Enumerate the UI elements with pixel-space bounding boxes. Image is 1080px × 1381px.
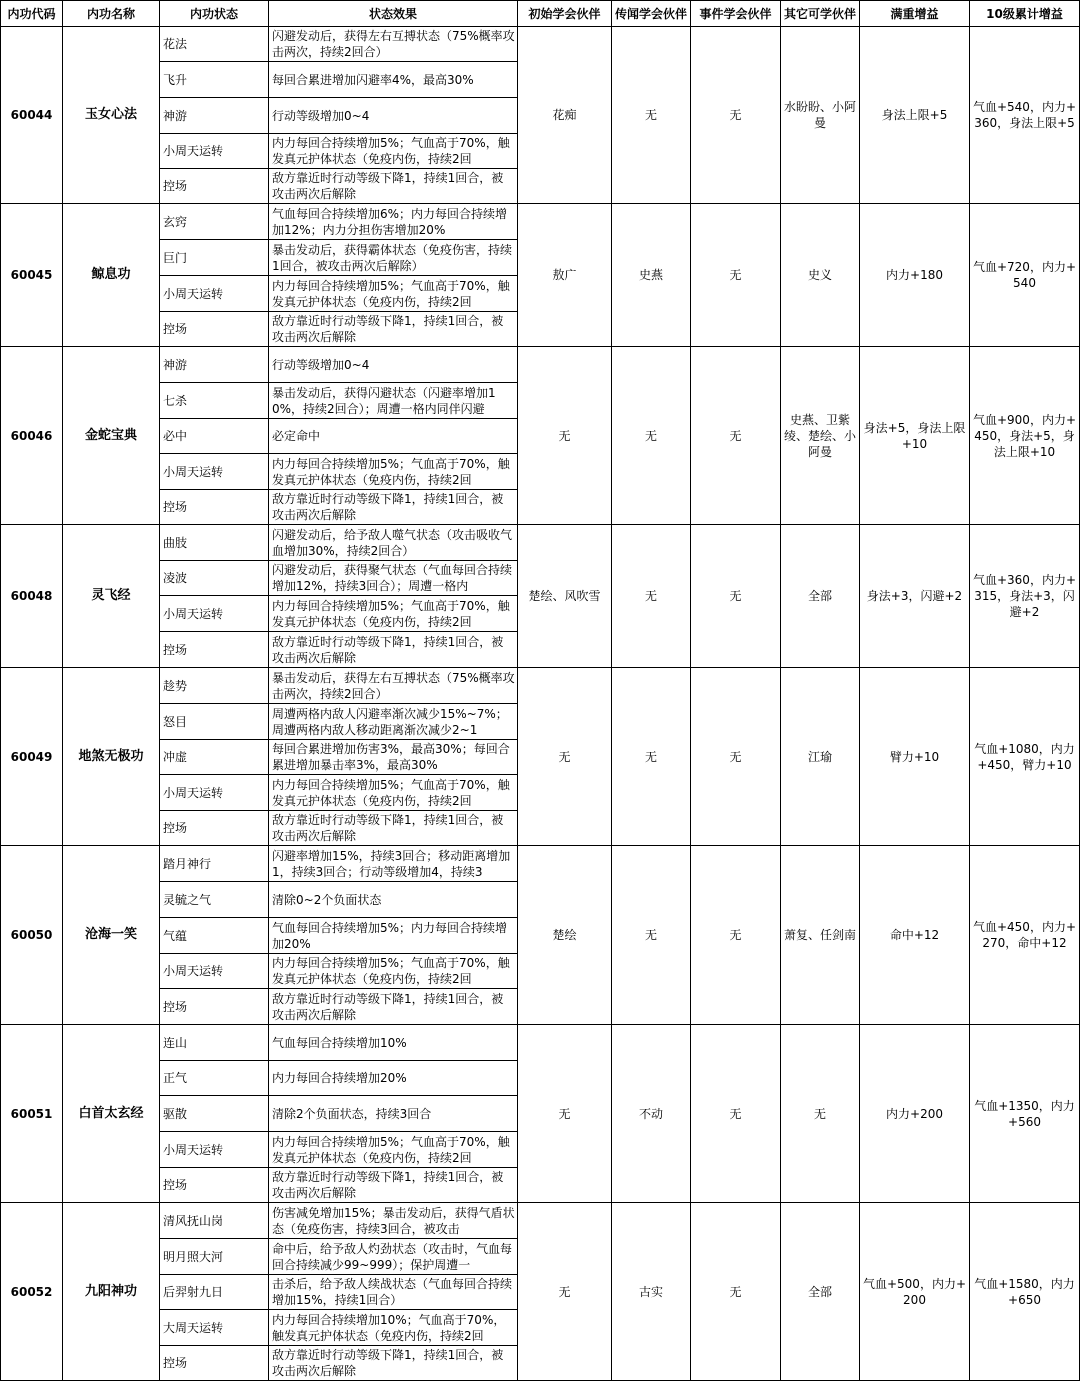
state-effect xyxy=(269,918,518,954)
state-effect xyxy=(269,740,518,775)
state-name: 控场 xyxy=(160,312,269,347)
state-effect-text: 气血每回合持续增加10% xyxy=(272,1035,407,1050)
rumor-partner: 无 xyxy=(612,846,691,1025)
table-row xyxy=(1,347,1080,383)
skill-code: 60052 xyxy=(1,1203,63,1381)
state-effect xyxy=(269,561,518,596)
state-name: 控场 xyxy=(160,632,269,668)
other-partner: 全部 xyxy=(781,525,860,668)
skill-code: 60045 xyxy=(1,204,63,347)
rumor-partner: 史燕 xyxy=(612,204,691,347)
lv10-bonus: 气血+360，内力+315，身法+3，闪避+2 xyxy=(970,525,1080,668)
state-effect xyxy=(269,204,518,240)
state-name: 控场 xyxy=(160,989,269,1025)
state-effect-text: 伤害减免增加15%；暴击发动后，获得气盾状态（免疫伤害，持续3回合，被攻击 xyxy=(272,1205,515,1236)
lv10-bonus: 气血+450，内力+270，命中+12 xyxy=(970,846,1080,1025)
state-effect-text: 周遭两格内敌人闪避率渐次减少15%~7%；周遭两格内敌人移动距离渐次减少2~1 xyxy=(272,706,508,737)
state-effect-text: 气血每回合持续增加5%；内力每回合持续增加20% xyxy=(272,920,508,951)
state-name: 小周天运转 xyxy=(160,1132,269,1168)
state-effect-text: 敌方靠近时行动等级下降1，持续1回合，被攻击两次后解除 xyxy=(272,813,504,843)
state-name: 正气 xyxy=(160,1061,269,1096)
event-partner: 无 xyxy=(691,204,781,347)
header-row xyxy=(1,1,1080,27)
state-effect xyxy=(269,989,518,1025)
header-other-partner: 其它可学伙伴 xyxy=(781,1,860,27)
event-partner: 无 xyxy=(691,347,781,525)
state-effect xyxy=(269,1203,518,1239)
state-effect xyxy=(269,62,518,98)
state-effect xyxy=(269,98,518,134)
skill-code: 60049 xyxy=(1,668,63,846)
state-name: 驱散 xyxy=(160,1096,269,1132)
skill-name: 金蛇宝典 xyxy=(63,347,160,525)
state-name: 凌波 xyxy=(160,561,269,596)
initial-partner: 无 xyxy=(518,347,612,525)
header-event-partner: 事件学会伙伴 xyxy=(691,1,781,27)
state-effect xyxy=(269,632,518,668)
state-effect-text: 内力每回合持续增加5%；气血高于70%，触发真元护体状态（免疫内伤，持续2回 xyxy=(272,956,510,986)
state-effect xyxy=(269,1346,518,1381)
state-effect-text: 敌方靠近时行动等级下降1，持续1回合，被攻击两次后解除 xyxy=(272,1170,504,1200)
state-effect-text: 闪避发动后，获得聚气状态（气血每回合持续增加12%，持续3回合）；周遭一格内 xyxy=(272,563,513,593)
state-name: 神游 xyxy=(160,98,269,134)
table-row xyxy=(1,846,1080,882)
initial-partner: 无 xyxy=(518,1025,612,1203)
state-effect-text: 内力每回合持续增加5%；气血高于70%，触发真元护体状态（免疫内伤，持续2回 xyxy=(272,278,510,309)
full-bonus: 身法+5，身法上限+10 xyxy=(860,347,970,525)
state-effect-text: 行动等级增加0~4 xyxy=(272,357,370,372)
table-row xyxy=(1,525,1080,561)
state-name: 冲虚 xyxy=(160,740,269,775)
header-name: 内功名称 xyxy=(63,1,160,27)
full-bonus: 命中+12 xyxy=(860,846,970,1025)
state-effect xyxy=(269,775,518,811)
state-effect-text: 闪避发动后，给予敌人噬气状态（攻击吸收气血增加30%，持续2回合） xyxy=(272,527,513,558)
state-effect-text: 内力每回合持续增加20% xyxy=(272,1071,407,1085)
header-state: 内功状态 xyxy=(160,1,269,27)
initial-partner: 花痴 xyxy=(518,27,612,204)
state-effect-text: 敌方靠近时行动等级下降1，持续1回合，被攻击两次后解除 xyxy=(272,492,504,522)
state-effect xyxy=(269,312,518,347)
state-effect xyxy=(269,347,518,383)
state-name: 巨门 xyxy=(160,240,269,276)
state-effect xyxy=(269,1132,518,1168)
state-effect xyxy=(269,169,518,204)
lv10-bonus: 气血+900，内力+450，身法+5，身法上限+10 xyxy=(970,347,1080,525)
state-effect xyxy=(269,882,518,918)
state-effect-text: 内力每回合持续增加5%；气血高于70%，触发真元护体状态（免疫内伤，持续2回 xyxy=(272,1134,510,1165)
skill-name: 玉女心法 xyxy=(63,27,160,204)
event-partner: 无 xyxy=(691,27,781,204)
state-effect-text: 暴击发动后，获得闪避状态（闪避率增加10%，持续2回合）；周遭一格内同伴闪避 xyxy=(272,385,496,416)
initial-partner: 无 xyxy=(518,668,612,846)
state-effect-text: 清除0~2个负面状态 xyxy=(272,892,382,907)
rumor-partner: 古实 xyxy=(612,1203,691,1381)
skill-code: 60051 xyxy=(1,1025,63,1203)
state-name: 怒目 xyxy=(160,704,269,740)
state-effect xyxy=(269,811,518,846)
state-effect-text: 清除2个负面状态，持续3回合 xyxy=(272,1106,432,1121)
state-effect xyxy=(269,704,518,740)
initial-partner: 楚绘 xyxy=(518,846,612,1025)
state-effect xyxy=(269,490,518,525)
state-name: 趁势 xyxy=(160,668,269,704)
state-name: 连山 xyxy=(160,1025,269,1061)
state-name: 控场 xyxy=(160,1346,269,1381)
state-name: 小周天运转 xyxy=(160,954,269,989)
header-effect: 状态效果 xyxy=(269,1,518,27)
state-effect xyxy=(269,1239,518,1275)
state-effect-text: 气血每回合持续增加6%；内力每回合持续增加12%；内力分担伤害增加20% xyxy=(272,206,508,237)
other-partner: 史燕、卫紫绫、楚绘、小阿曼 xyxy=(781,347,860,525)
rumor-partner: 不动 xyxy=(612,1025,691,1203)
state-name: 曲肢 xyxy=(160,525,269,561)
state-name: 必中 xyxy=(160,419,269,454)
other-partner: 无 xyxy=(781,1025,860,1203)
state-effect-text: 击杀后，给予敌人续战状态（气血每回合持续增加15%，持续1回合） xyxy=(272,1277,513,1307)
event-partner: 无 xyxy=(691,1025,781,1203)
state-effect-text: 敌方靠近时行动等级下降1，持续1回合，被攻击两次后解除 xyxy=(272,314,504,344)
lv10-bonus: 气血+1350，内力+560 xyxy=(970,1025,1080,1203)
header-initial-partner: 初始学会伙伴 xyxy=(518,1,612,27)
state-name: 清风抚山岗 xyxy=(160,1203,269,1239)
state-name: 气蕴 xyxy=(160,918,269,954)
state-effect xyxy=(269,954,518,989)
state-effect xyxy=(269,1025,518,1061)
state-name: 明月照大河 xyxy=(160,1239,269,1275)
state-effect-text: 内力每回合持续增加5%；气血高于70%，触发真元护体状态（免疫内伤，持续2回 xyxy=(272,598,510,629)
lv10-bonus: 气血+720，内力+540 xyxy=(970,204,1080,347)
header-lv10-bonus: 10级累计增益 xyxy=(970,1,1080,27)
table-header xyxy=(1,1,1080,27)
other-partner: 水盼盼、小阿曼 xyxy=(781,27,860,204)
state-name: 后羿射九日 xyxy=(160,1275,269,1310)
other-partner: 全部 xyxy=(781,1203,860,1381)
full-bonus: 身法+3，闪避+2 xyxy=(860,525,970,668)
full-bonus: 内力+200 xyxy=(860,1025,970,1203)
state-name: 小周天运转 xyxy=(160,276,269,312)
table-row xyxy=(1,1025,1080,1061)
state-effect xyxy=(269,419,518,454)
state-effect-text: 暴击发动后，获得霸体状态（免疫伤害，持续1回合，被攻击两次后解除） xyxy=(272,242,513,273)
state-effect xyxy=(269,668,518,704)
skill-name: 灵飞经 xyxy=(63,525,160,668)
skill-name: 沧海一笑 xyxy=(63,846,160,1025)
event-partner: 无 xyxy=(691,668,781,846)
state-effect xyxy=(269,383,518,419)
state-effect-text: 内力每回合持续增加10%；气血高于70%，触发真元护体状态（免疫内伤，持续2回 xyxy=(272,1312,506,1343)
state-effect-text: 内力每回合持续增加5%；气血高于70%，触发真元护体状态（免疫内伤，持续2回 xyxy=(272,777,510,808)
state-name: 大周天运转 xyxy=(160,1310,269,1346)
table-body xyxy=(1,27,1080,1381)
state-effect-text: 闪避率增加15%，持续3回合；移动距离增加1，持续3回合；行动等级增加4，持续3 xyxy=(272,848,511,879)
state-effect xyxy=(269,27,518,62)
skill-name: 鲸息功 xyxy=(63,204,160,347)
event-partner: 无 xyxy=(691,1203,781,1381)
skill-name: 九阳神功 xyxy=(63,1203,160,1381)
state-effect xyxy=(269,1061,518,1096)
full-bonus: 身法上限+5 xyxy=(860,27,970,204)
event-partner: 无 xyxy=(691,525,781,668)
skill-code: 60044 xyxy=(1,27,63,204)
full-bonus: 气血+500，内力+200 xyxy=(860,1203,970,1381)
initial-partner: 敖广 xyxy=(518,204,612,347)
state-effect-text: 内力每回合持续增加5%；气血高于70%，触发真元护体状态（免疫内伤，持续2回 xyxy=(272,456,510,487)
other-partner: 萧复、任剑南 xyxy=(781,846,860,1025)
skill-code: 60048 xyxy=(1,525,63,668)
rumor-partner: 无 xyxy=(612,347,691,525)
state-name: 小周天运转 xyxy=(160,454,269,490)
state-name: 控场 xyxy=(160,811,269,846)
state-effect-text: 敌方靠近时行动等级下降1，持续1回合，被攻击两次后解除 xyxy=(272,634,504,665)
skill-name: 白首太玄经 xyxy=(63,1025,160,1203)
table-row xyxy=(1,668,1080,704)
state-name: 神游 xyxy=(160,347,269,383)
state-effect xyxy=(269,276,518,312)
state-effect xyxy=(269,596,518,632)
state-effect xyxy=(269,454,518,490)
state-effect-text: 每回合累进增加闪避率4%，最高30% xyxy=(272,72,474,87)
state-name: 小周天运转 xyxy=(160,596,269,632)
state-effect-text: 敌方靠近时行动等级下降1，持续1回合，被攻击两次后解除 xyxy=(272,1348,504,1378)
header-rumor-partner: 传闻学会伙伴 xyxy=(612,1,691,27)
state-effect-text: 敌方靠近时行动等级下降1，持续1回合，被攻击两次后解除 xyxy=(272,171,504,201)
state-effect-text: 命中后，给予敌人灼劲状态（攻击时，气血每回合持续减少99~999）；保护周遭一 xyxy=(272,1241,513,1272)
lv10-bonus: 气血+540，内力+360，身法上限+5 xyxy=(970,27,1080,204)
state-effect-text: 内力每回合持续增加5%；气血高于70%，触发真元护体状态（免疫内伤，持续2回 xyxy=(272,136,510,166)
state-effect xyxy=(269,846,518,882)
initial-partner: 无 xyxy=(518,1203,612,1381)
skill-name: 地煞无极功 xyxy=(63,668,160,846)
state-effect-text: 每回合累进增加伤害3%，最高30%；每回合累进增加暴击率3%，最高30% xyxy=(272,742,510,772)
state-name: 控场 xyxy=(160,1168,269,1203)
table-row xyxy=(1,1203,1080,1239)
state-name: 踏月神行 xyxy=(160,846,269,882)
skill-code: 60050 xyxy=(1,846,63,1025)
state-name: 小周天运转 xyxy=(160,775,269,811)
state-name: 控场 xyxy=(160,490,269,525)
state-effect-text: 暴击发动后，获得左右互搏状态（75%概率攻击两次，持续2回合） xyxy=(272,670,515,701)
state-name: 飞升 xyxy=(160,62,269,98)
state-effect xyxy=(269,1096,518,1132)
state-effect xyxy=(269,1310,518,1346)
state-name: 小周天运转 xyxy=(160,134,269,169)
rumor-partner: 无 xyxy=(612,27,691,204)
state-name: 灵毓之气 xyxy=(160,882,269,918)
full-bonus: 臂力+10 xyxy=(860,668,970,846)
state-effect xyxy=(269,525,518,561)
header-code: 内功代码 xyxy=(1,1,63,27)
state-effect-text: 敌方靠近时行动等级下降1，持续1回合，被攻击两次后解除 xyxy=(272,991,504,1022)
initial-partner: 楚绘、风吹雪 xyxy=(518,525,612,668)
state-effect-text: 必定命中 xyxy=(272,429,321,443)
state-effect xyxy=(269,134,518,169)
state-effect xyxy=(269,1275,518,1310)
state-effect xyxy=(269,1168,518,1203)
skill-code: 60046 xyxy=(1,347,63,525)
event-partner: 无 xyxy=(691,846,781,1025)
state-effect-text: 行动等级增加0~4 xyxy=(272,108,370,123)
full-bonus: 内力+180 xyxy=(860,204,970,347)
table-row xyxy=(1,204,1080,240)
lv10-bonus: 气血+1580，内力+650 xyxy=(970,1203,1080,1381)
other-partner: 江瑜 xyxy=(781,668,860,846)
state-effect xyxy=(269,240,518,276)
state-name: 玄窍 xyxy=(160,204,269,240)
state-name: 花法 xyxy=(160,27,269,62)
header-full-bonus: 满重增益 xyxy=(860,1,970,27)
lv10-bonus: 气血+1080，内力+450，臂力+10 xyxy=(970,668,1080,846)
other-partner: 史义 xyxy=(781,204,860,347)
state-name: 七杀 xyxy=(160,383,269,419)
state-effect-text: 闪避发动后，获得左右互搏状态（75%概率攻击两次，持续2回合） xyxy=(272,29,515,59)
rumor-partner: 无 xyxy=(612,668,691,846)
state-name: 控场 xyxy=(160,169,269,204)
rumor-partner: 无 xyxy=(612,525,691,668)
table-row xyxy=(1,27,1080,62)
